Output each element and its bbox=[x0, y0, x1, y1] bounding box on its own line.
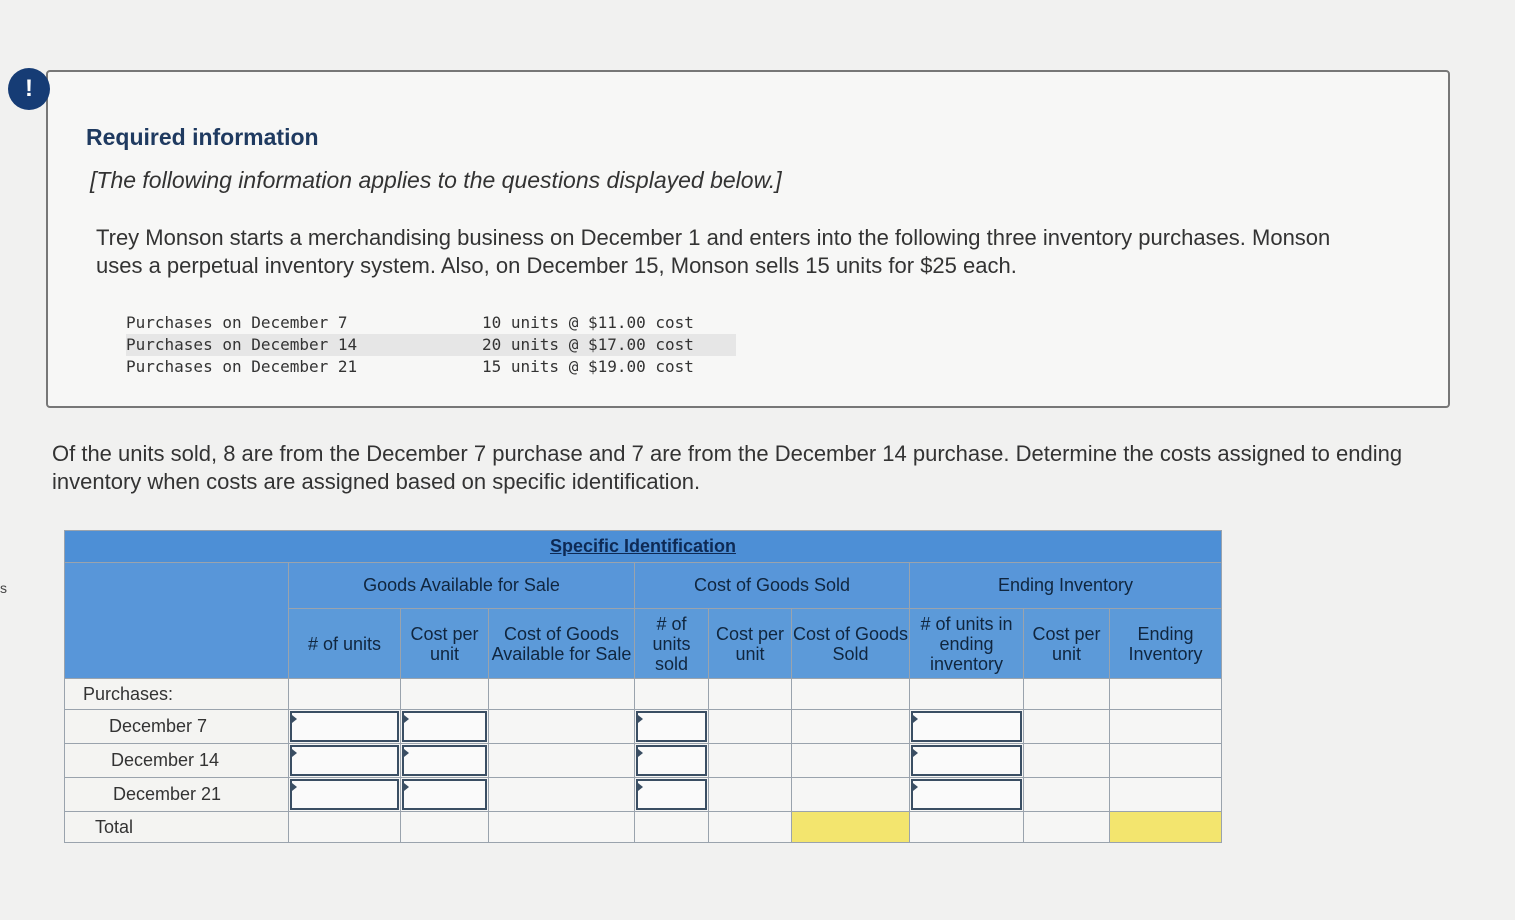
input-box[interactable] bbox=[636, 779, 707, 810]
dec14-cogs-cost-per-unit-cell bbox=[709, 744, 792, 778]
dec21-units-ending-input[interactable] bbox=[910, 778, 1024, 812]
input-box[interactable] bbox=[636, 745, 707, 776]
cell bbox=[1110, 679, 1222, 710]
dec7-ending-inventory-cell bbox=[1110, 710, 1222, 744]
col-header-cost-available: Cost of Goods Available for Sale bbox=[489, 609, 635, 679]
cell bbox=[1024, 679, 1110, 710]
total-cogs-cost-per-unit-cell bbox=[709, 812, 792, 843]
col-header-units: # of units bbox=[289, 609, 401, 679]
input-box[interactable] bbox=[911, 745, 1022, 776]
purchase-value: 10 units @ $11.00 cost bbox=[482, 313, 694, 332]
dec21-cogs-cost-per-unit-cell bbox=[709, 778, 792, 812]
cell bbox=[635, 679, 709, 710]
row-label-total: Total bbox=[65, 812, 289, 843]
group-header-cogs: Cost of Goods Sold bbox=[635, 563, 910, 609]
dec21-units-input[interactable] bbox=[289, 778, 401, 812]
dec21-ending-cost-per-unit-cell bbox=[1024, 778, 1110, 812]
cell bbox=[910, 679, 1024, 710]
row-label-dec7: December 7 bbox=[65, 710, 289, 744]
cell bbox=[401, 679, 489, 710]
purchase-label: Purchases on December 21 bbox=[126, 357, 358, 376]
cell bbox=[792, 679, 910, 710]
input-box[interactable] bbox=[911, 711, 1022, 742]
col-header-cogs-cost-per-unit: Cost per unit bbox=[709, 609, 792, 679]
dec14-ending-cost-per-unit-cell bbox=[1024, 744, 1110, 778]
dec14-ending-inventory-cell bbox=[1110, 744, 1222, 778]
col-header-units-ending: # of units in ending inventory bbox=[910, 609, 1024, 679]
input-box[interactable] bbox=[402, 779, 487, 810]
group-header-ending: Ending Inventory bbox=[910, 563, 1222, 609]
dec14-units-ending-input[interactable] bbox=[910, 744, 1024, 778]
edge-char: s bbox=[0, 580, 7, 596]
col-header-cost-goods-sold: Cost of Goods Sold bbox=[792, 609, 910, 679]
input-box[interactable] bbox=[636, 711, 707, 742]
input-box[interactable] bbox=[290, 745, 399, 776]
table-title: Specific Identification bbox=[65, 531, 1222, 563]
dec7-cost-available-cell bbox=[489, 710, 635, 744]
total-cost-available-cell bbox=[489, 812, 635, 843]
dec21-cost-goods-sold-cell bbox=[792, 778, 910, 812]
dec7-units-sold-input[interactable] bbox=[635, 710, 709, 744]
input-box[interactable] bbox=[290, 711, 399, 742]
dec21-units-sold-input[interactable] bbox=[635, 778, 709, 812]
group-header-available: Goods Available for Sale bbox=[289, 563, 635, 609]
corner-header bbox=[65, 563, 289, 679]
total-units-sold-cell bbox=[635, 812, 709, 843]
purchase-row bbox=[126, 312, 736, 334]
input-box[interactable] bbox=[911, 779, 1022, 810]
total-ending-inventory-cell[interactable] bbox=[1110, 812, 1222, 843]
total-cost-per-unit-cell bbox=[401, 812, 489, 843]
specific-identification-table bbox=[64, 530, 1222, 843]
dec7-cost-per-unit-input[interactable] bbox=[401, 710, 489, 744]
total-units-cell bbox=[289, 812, 401, 843]
dec7-cost-goods-sold-cell bbox=[792, 710, 910, 744]
input-box[interactable] bbox=[402, 711, 487, 742]
col-header-units-sold: # of units sold bbox=[635, 609, 709, 679]
purchases-list bbox=[126, 312, 736, 378]
purchase-label: Purchases on December 7 bbox=[126, 313, 348, 332]
dec21-cost-per-unit-input[interactable] bbox=[401, 778, 489, 812]
input-box[interactable] bbox=[402, 745, 487, 776]
dec21-ending-inventory-cell bbox=[1110, 778, 1222, 812]
purchase-row bbox=[126, 356, 736, 378]
total-units-ending-cell bbox=[910, 812, 1024, 843]
required-info-panel bbox=[46, 70, 1450, 408]
dec7-cogs-cost-per-unit-cell bbox=[709, 710, 792, 744]
alert-icon: ! bbox=[8, 68, 50, 110]
info-title: Required information bbox=[86, 124, 319, 150]
purchase-value: 15 units @ $19.00 cost bbox=[482, 357, 694, 376]
question-text: Of the units sold, 8 are from the December 7 purchase and 7 are from the December 14 purchase. Determine the costs assigned to ending inventory when costs are assigned based on specific identification. bbox=[52, 441, 1403, 494]
col-header-ending-cost-per-unit: Cost per unit bbox=[1024, 609, 1110, 679]
dec7-units-ending-input[interactable] bbox=[910, 710, 1024, 744]
row-label-dec21: December 21 bbox=[65, 778, 289, 812]
dec14-cost-per-unit-input[interactable] bbox=[401, 744, 489, 778]
cell bbox=[709, 679, 792, 710]
col-header-cost-per-unit: Cost per unit bbox=[401, 609, 489, 679]
dec14-cost-goods-sold-cell bbox=[792, 744, 910, 778]
purchase-label: Purchases on December 14 bbox=[126, 335, 358, 354]
dec7-ending-cost-per-unit-cell bbox=[1024, 710, 1110, 744]
row-label-purchases: Purchases: bbox=[65, 679, 289, 710]
dec21-cost-available-cell bbox=[489, 778, 635, 812]
cell bbox=[289, 679, 401, 710]
total-cost-goods-sold-cell[interactable] bbox=[792, 812, 910, 843]
dec14-cost-available-cell bbox=[489, 744, 635, 778]
dec14-units-input[interactable] bbox=[289, 744, 401, 778]
dec7-units-input[interactable] bbox=[289, 710, 401, 744]
purchase-value: 20 units @ $17.00 cost bbox=[482, 335, 694, 354]
info-note: [The following information applies to the questions displayed below.] bbox=[90, 167, 782, 193]
cell bbox=[489, 679, 635, 710]
dec14-units-sold-input[interactable] bbox=[635, 744, 709, 778]
info-paragraph: Trey Monson starts a merchandising business on December 1 and enters into the following three inventory purchases. Monson uses a perpetual inventory system. Also, on December 15, Monson sells 15 units for $25 each. bbox=[96, 225, 1331, 278]
col-header-ending-inventory: Ending Inventory bbox=[1110, 609, 1222, 679]
purchase-row bbox=[126, 334, 736, 356]
row-label-dec14: December 14 bbox=[65, 744, 289, 778]
total-ending-cost-per-unit-cell bbox=[1024, 812, 1110, 843]
input-box[interactable] bbox=[290, 779, 399, 810]
